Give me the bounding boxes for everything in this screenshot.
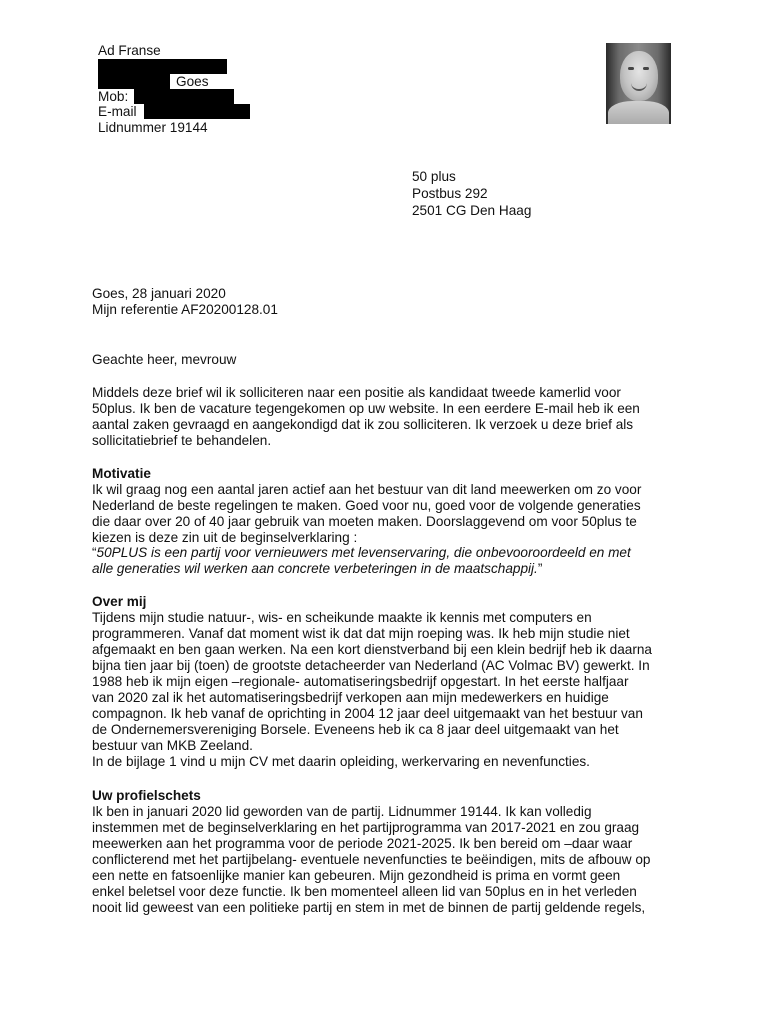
over-mij-line: van 2020 zal ik het automatiseringsbedrijf verkopen aan mijn medewerkers en huidige: [92, 690, 609, 705]
over-mij-line: afgemaakt en ben gaan werken. Na een kort dienstverband bij een klein bedrijf heb ik daarna: [92, 642, 652, 657]
over-mij-line: programmeren. Vanaf dat moment wist ik dat dat mijn roeping was. Ik heb mijn studie niet: [92, 626, 630, 641]
recipient-line-1: 50 plus: [412, 169, 456, 184]
portrait-photo: [606, 43, 671, 124]
motivatie-line: Ik wil graag nog een aantal jaren actief aan het bestuur van dit land meewerken om zo voor: [92, 482, 642, 497]
profielschets-line: enkel beletsel voor deze functie. Ik ben momenteel alleen lid van 50plus en in het verleden: [92, 884, 637, 899]
intro-line: sollicitatiebrief te behandelen.: [92, 433, 272, 448]
profielschets-line: een nette en fatsoenlijke manier kan gebeuren. Mijn gezondheid is prima en vormt geen: [92, 868, 621, 883]
profielschets-line: Ik ben in januari 2020 lid geworden van de partij. Lidnummer 19144. Ik kan volledig: [92, 804, 592, 819]
motivatie-line: die daar over 20 of 40 jaar gebruik van moeten maken. Doorslaggevend om voor 50plus te: [92, 514, 637, 529]
motivatie-quote-line-2: [92, 561, 542, 577]
profielschets-line: nooit lid geweest van een politieke partij en stem in met de binnen de partij geldende regels,: [92, 900, 646, 915]
intro-line: 50plus. Ik ben de vacature tegengekomen op uw website. In een eerdere E-mail heb ik een: [92, 401, 640, 416]
quote-close-mark: ”: [537, 561, 543, 576]
profielschets-line: conflicterend met het partijbelang- eventuele nevenfuncties te beëindigen, mits de afbouw op: [92, 852, 651, 867]
quote-text-1: 50PLUS is een partij voor vernieuwers met levenservaring, die onbevooroordeeld en met: [96, 545, 631, 560]
sender-city: Goes: [176, 74, 209, 89]
over-mij-line: 1988 heb ik mijn eigen –regionale- automatiseringsbedrijf opgestart. In het eerste halfjaar: [92, 674, 629, 689]
over-mij-line: bestuur van MKB Zeeland.: [92, 738, 253, 753]
recipient-line-2: Postbus 292: [412, 186, 488, 201]
salutation: Geachte heer, mevrouw: [92, 352, 237, 367]
sender-name: Ad Franse: [98, 43, 161, 58]
date-line: Goes, 28 januari 2020: [92, 286, 226, 301]
over-mij-line: In de bijlage 1 vind u mijn CV met daarin opleiding, werkervaring en nevenfuncties.: [92, 754, 590, 769]
redacted-postcode: [98, 74, 170, 89]
over-mij-line: de Ondernemersvereniging Borsele. Eveneens heb ik ca 8 jaar deel uitgemaakt van het: [92, 722, 619, 737]
profielschets-heading: Uw profielschets: [92, 788, 201, 803]
recipient-line-3: 2501 CG Den Haag: [412, 203, 532, 218]
profielschets-line: meewerken aan het programma voor de periode 2021-2025. Ik ben bereid om –daar waar: [92, 836, 633, 851]
profielschets-line: instemmen met de beginselverklaring en het partijprogramma van 2017-2021 en zou graag: [92, 820, 640, 835]
sender-member-number: Lidnummer 19144: [98, 120, 208, 135]
over-mij-line: bijna tien jaar bij (toen) de grootste detacheerder van Nederland (AC Volmac BV) gewerkt. In: [92, 658, 650, 673]
motivatie-line: kiezen is deze zin uit de beginselverklaring :: [92, 530, 358, 545]
motivatie-heading: Motivatie: [92, 466, 151, 481]
over-mij-line: compagnon. Ik heb vanaf de oprichting in 2004 12 jaar deel uitgemaakt van het bestuur van: [92, 706, 643, 721]
motivatie-quote-line-1: [92, 545, 631, 561]
quote-open-mark: “: [92, 545, 97, 560]
quote-text-2: alle generaties wil werken aan concrete verbeteringen in de maatschappij.: [92, 561, 538, 576]
intro-line: Middels deze brief wil ik solliciteren naar een positie als kandidaat tweede kamerlid voor: [92, 385, 621, 400]
redacted-phone: [134, 89, 234, 104]
redacted-email: [144, 104, 250, 119]
motivatie-line: Nederland de beste regelingen te maken. Goed voor nu, goed voor de volgende generaties: [92, 498, 641, 513]
reference-line: Mijn referentie AF20200128.01: [92, 302, 278, 317]
redacted-address: [98, 59, 227, 74]
intro-line: aantal zaken gevraagd en aangekondigd dat ik zou solliciteren. Ik verzoek u deze brief als: [92, 417, 634, 432]
sender-mob-label: Mob:: [98, 89, 129, 104]
over-mij-heading: Over mij: [92, 594, 147, 609]
sender-email-label: E-mail: [98, 104, 137, 119]
over-mij-line: Tijdens mijn studie natuur-, wis- en scheikunde maakte ik kennis met computers en: [92, 610, 592, 625]
